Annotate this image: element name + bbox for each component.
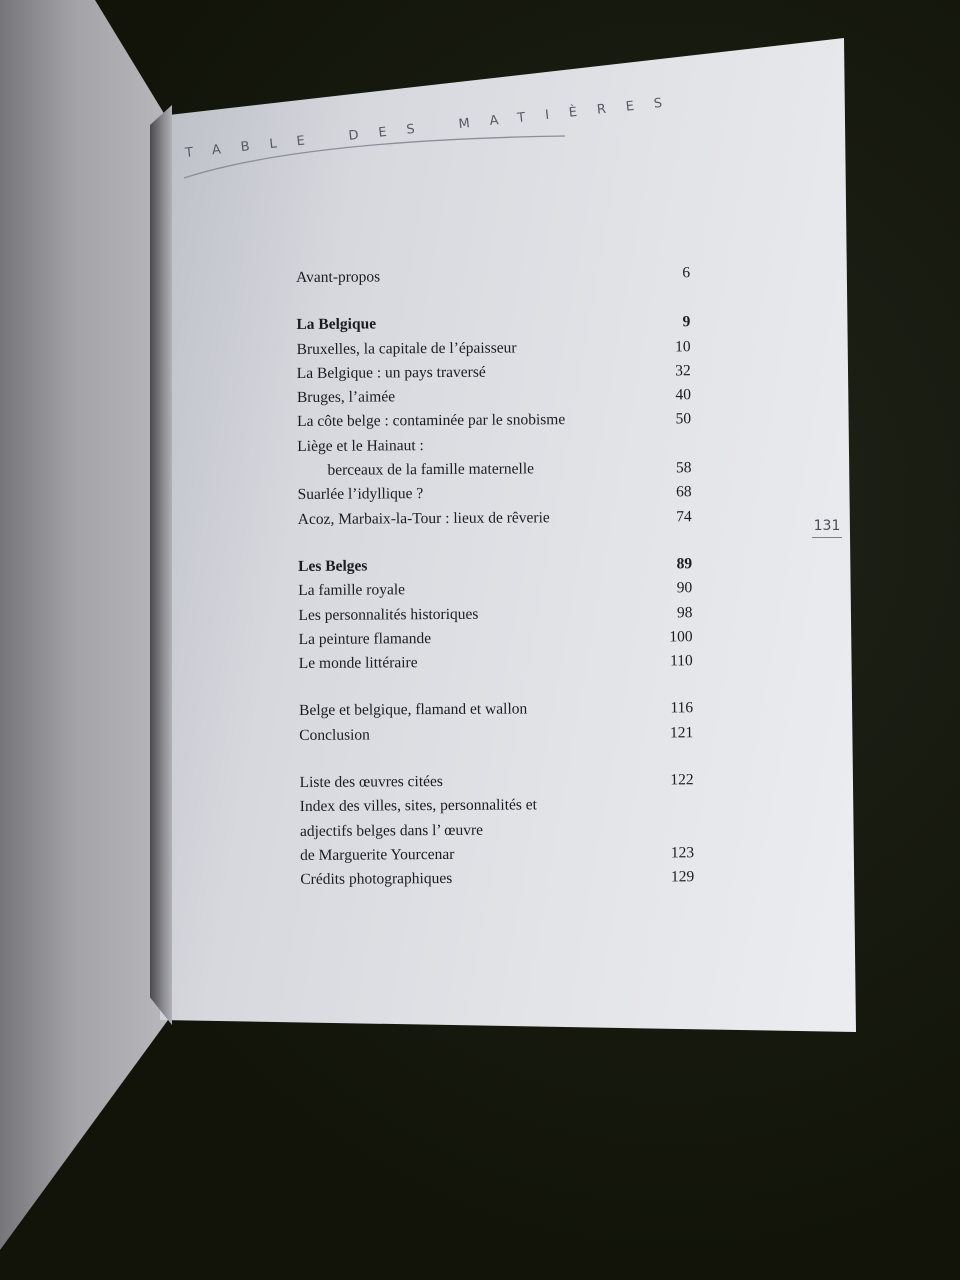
toc-label: adjectifs belges dans l’ œuvre (299, 821, 484, 840)
toc-row (300, 768, 694, 795)
toc-row (299, 696, 693, 723)
toc-row (300, 841, 694, 868)
toc-page: 90 (676, 579, 693, 597)
toc-label: La Belgique : un pays traversé (296, 363, 486, 382)
toc-label: Conclusion (299, 726, 370, 744)
toc-page: 100 (669, 628, 693, 646)
toc-row (298, 505, 692, 532)
toc-page: 10 (675, 337, 691, 355)
toc-label: Les personnalités historiques (298, 605, 479, 624)
toc-row (298, 480, 692, 507)
toc-row (300, 792, 694, 819)
toc-page: 89 (676, 555, 693, 573)
toc-label: Bruxelles, la capitale de l’épaisseur (296, 339, 517, 358)
toc-label: Bruges, l’aimée (296, 388, 396, 407)
toc-page: 74 (676, 507, 692, 526)
toc-row (299, 721, 693, 748)
toc-label: Acoz, Marbaix-la-Tour : lieux de rêverie (297, 508, 550, 528)
toc-label: Index des villes, sites, personnalités et (299, 796, 538, 816)
toc-page: 9 (682, 313, 691, 331)
toc-row (297, 383, 691, 410)
toc-row (297, 359, 691, 386)
toc-page: 129 (670, 868, 695, 886)
toc-label: Suarlée l’idyllique ? (297, 485, 424, 504)
toc-label: La côte belge : contaminée par le snobisme (297, 411, 566, 431)
toc-page: 116 (670, 699, 694, 717)
toc-row (296, 335, 690, 362)
toc-row (297, 407, 691, 434)
toc-label: La peinture flamande (298, 629, 432, 648)
toc-page: 123 (670, 844, 695, 862)
toc-row (297, 456, 691, 483)
toc-page: 50 (675, 410, 692, 428)
section-heading: Les Belges (298, 557, 368, 575)
toc-label: de Marguerite Yourcenar (300, 845, 455, 864)
toc-row-avant-propos (296, 263, 690, 290)
table-of-contents (296, 263, 694, 892)
toc-row (300, 817, 694, 844)
toc-label: Le monde littéraire (298, 654, 418, 673)
toc-title: TABLE DES MATIÈRES (184, 93, 683, 161)
toc-row (297, 432, 691, 459)
toc-page: 68 (676, 483, 692, 501)
toc-page: 58 (675, 459, 692, 477)
page-number: 131 (812, 518, 842, 538)
toc-page: 121 (669, 723, 694, 742)
toc-row (300, 865, 694, 892)
toc-row (298, 576, 692, 603)
toc-label: Crédits photographiques (300, 870, 453, 889)
toc-page: 122 (670, 771, 694, 789)
toc-label: Liste des œuvres citées (299, 773, 444, 792)
section-heading: La Belgique (296, 315, 377, 334)
toc-page: 6 (682, 264, 691, 282)
toc-page: 110 (670, 652, 693, 670)
toc-label: Belge et belgique, flamand et wallon (299, 700, 528, 720)
toc-label: Liège et le Hainaut : (297, 436, 424, 455)
toc-label: berceaux de la famille maternelle (327, 460, 535, 479)
toc-heading-belges (298, 552, 692, 579)
toc-row (298, 601, 692, 628)
toc-row (299, 649, 693, 676)
toc-page: 98 (676, 603, 693, 621)
toc-row (299, 625, 693, 652)
toc-heading-belgique (296, 310, 690, 337)
toc-page: 40 (675, 386, 691, 404)
toc-page: 32 (675, 362, 691, 380)
toc-label: Avant-propos (296, 268, 381, 286)
book-gutter (150, 105, 172, 1025)
toc-label: La famille royale (298, 581, 406, 600)
